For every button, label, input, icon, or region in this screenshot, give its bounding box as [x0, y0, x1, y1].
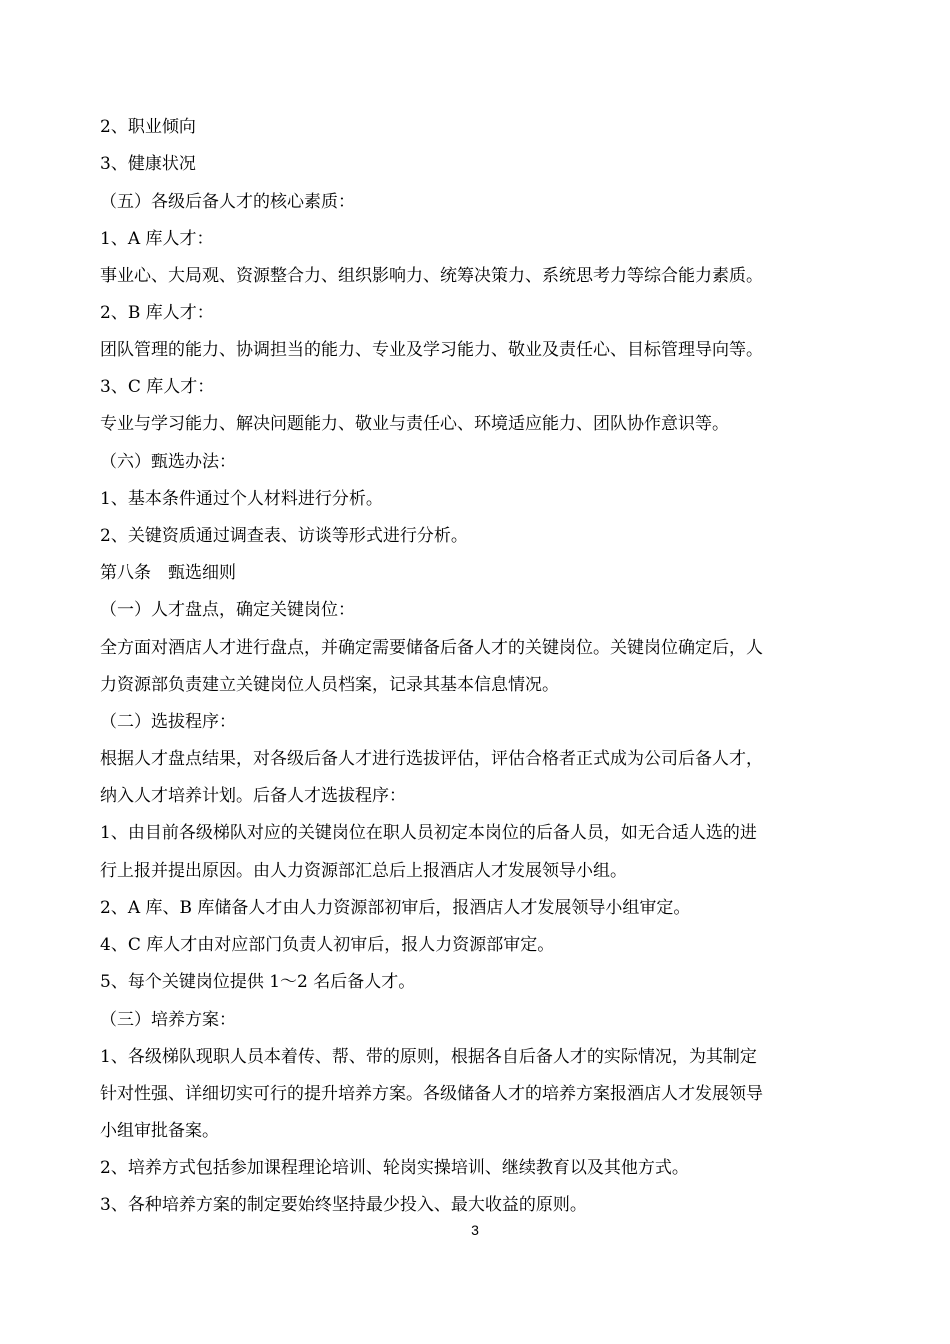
- text-line: 2、关键资质通过调查表、访谈等形式进行分析。: [100, 526, 468, 546]
- section-heading: （三）培养方案：: [100, 1010, 236, 1030]
- article-heading: 第八条 甄选细则: [100, 563, 236, 583]
- text-line: 小组审批备案。: [100, 1121, 219, 1141]
- text-line: 5、每个关键岗位提供 1～2 名后备人才。: [100, 972, 416, 992]
- section-heading: （五）各级后备人才的核心素质：: [100, 192, 355, 212]
- section-heading: （二）选拔程序：: [100, 712, 236, 732]
- text-line: 3、C 库人才：: [100, 377, 215, 397]
- text-line: 纳入人才培养计划。后备人才选拔程序：: [100, 786, 406, 806]
- page-number: 3: [471, 1222, 479, 1238]
- text-line: 4、C 库人才由对应部门负责人初审后，报人力资源部审定。: [100, 935, 555, 955]
- text-line: 3、各种培养方案的制定要始终坚持最少投入、最大收益的原则。: [100, 1195, 587, 1215]
- text-line: 2、B 库人才：: [100, 303, 214, 323]
- text-line: 2、A 库、B 库储备人才由人力资源部初审后，报酒店人才发展领导小组审定。: [100, 898, 691, 918]
- text-line: 团队管理的能力、协调担当的能力、专业及学习能力、敬业及责任心、目标管理导向等。: [100, 340, 763, 360]
- text-line: 2、职业倾向: [100, 117, 196, 137]
- text-line: 1、由目前各级梯队对应的关键岗位在职人员初定本岗位的后备人员，如无合适人选的进: [100, 823, 757, 843]
- text-line: 行上报并提出原因。由人力资源部汇总后上报酒店人才发展领导小组。: [100, 861, 627, 881]
- text-line: 针对性强、详细切实可行的提升培养方案。各级储备人才的培养方案报酒店人才发展领导: [100, 1084, 763, 1104]
- text-line: 1、A 库人才：: [100, 229, 214, 249]
- section-heading: （一）人才盘点，确定关键岗位：: [100, 600, 355, 620]
- section-heading: （六）甄选办法：: [100, 452, 236, 472]
- text-line: 2、培养方式包括参加课程理论培训、轮岗实操培训、继续教育以及其他方式。: [100, 1158, 689, 1178]
- text-line: 事业心、大局观、资源整合力、组织影响力、统筹决策力、系统思考力等综合能力素质。: [100, 266, 763, 286]
- text-line: 根据人才盘点结果，对各级后备人才进行选拔评估，评估合格者正式成为公司后备人才，: [100, 749, 763, 769]
- text-line: 全方面对酒店人才进行盘点，并确定需要储备后备人才的关键岗位。关键岗位确定后，人: [100, 638, 763, 658]
- text-line: 3、健康状况: [100, 154, 196, 174]
- text-line: 1、基本条件通过个人材料进行分析。: [100, 489, 383, 509]
- text-line: 1、各级梯队现职人员本着传、帮、带的原则，根据各自后备人才的实际情况，为其制定: [100, 1047, 757, 1067]
- text-line: 专业与学习能力、解决问题能力、敬业与责任心、环境适应能力、团队协作意识等。: [100, 414, 729, 434]
- text-line: 力资源部负责建立关键岗位人员档案，记录其基本信息情况。: [100, 675, 559, 695]
